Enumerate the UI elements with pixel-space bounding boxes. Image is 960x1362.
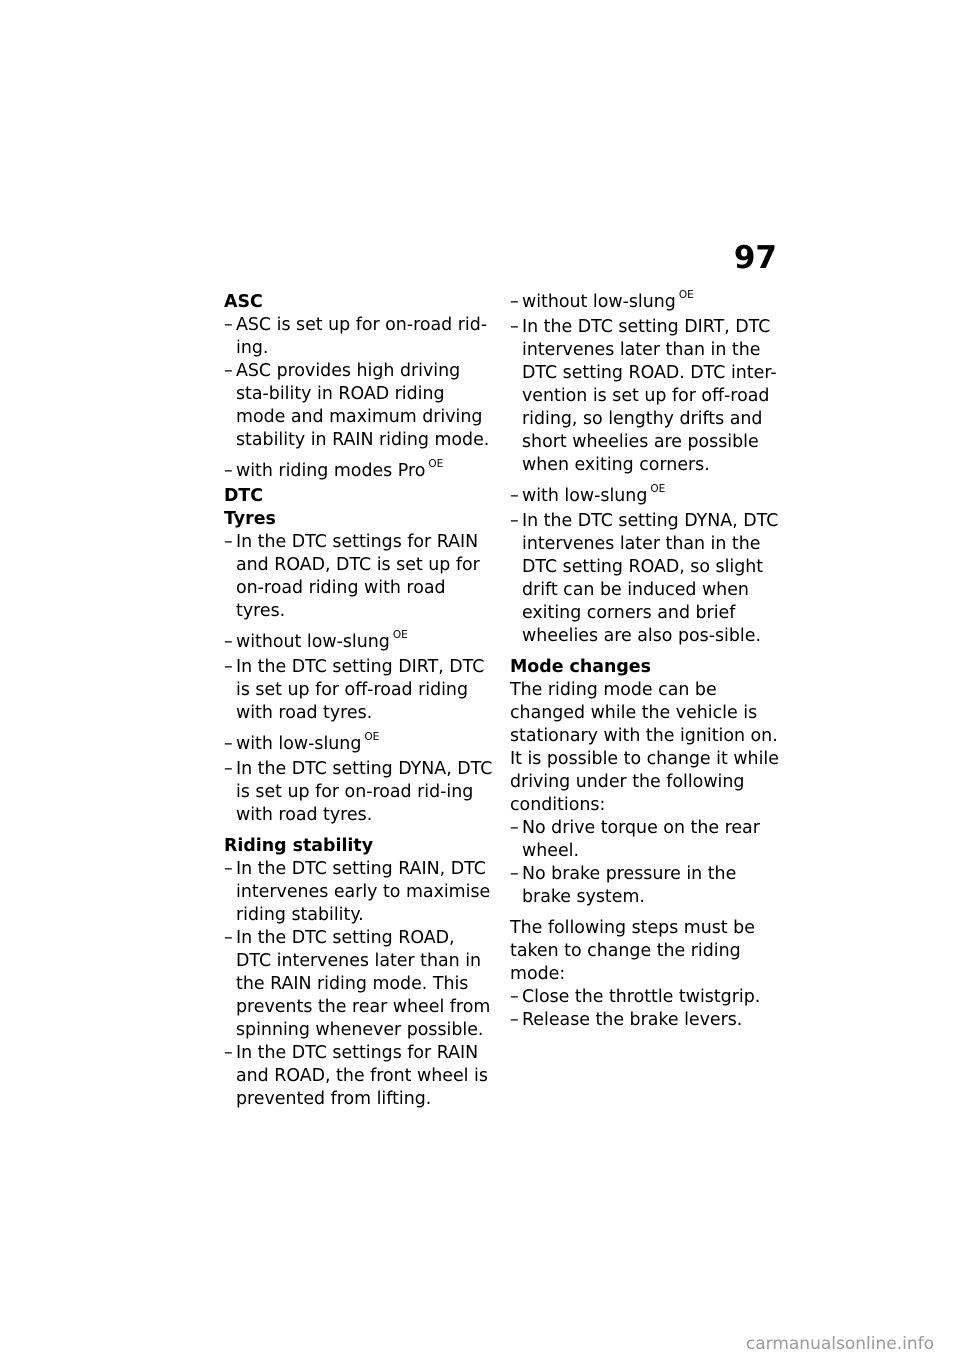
stability-item-1: – In the DTC setting RAIN, DTC intervenes early to maximise riding stability.: [224, 858, 494, 927]
page-number: 97: [733, 240, 777, 276]
steps-item-1: – Close the throttle twistgrip.: [510, 986, 785, 1009]
dyna-item: – In the DTC setting DYNA, DTC is set up for on-road rid-ing with road tyres.: [224, 758, 494, 827]
stability-item-3: – In the DTC settings for RAIN and ROAD, the front wheel is prevented from lifting.: [224, 1042, 494, 1111]
condition-text: with low-slung: [236, 734, 362, 754]
condition-text: with low-slung: [522, 486, 648, 506]
condition-text: without low-slung: [522, 292, 676, 312]
dirt-item: – In the DTC setting DIRT, DTC is set up for off-road riding with road tyres.: [224, 656, 494, 725]
oe-superscript: OE: [428, 458, 444, 470]
dirt-item: – In the DTC setting DIRT, DTC intervenes later than in the DTC setting ROAD. DTC inter-vention is set up for off-road riding, so lengthy drifts and short wheelies are possible when exiting corners.: [510, 316, 785, 477]
condition-without-low-slung: [510, 291, 785, 316]
condition-with-low-slung: [224, 733, 494, 758]
stability-item-2: – In the DTC setting ROAD, DTC intervenes later than in the RAIN riding mode. This prevents the rear wheel from spinning whenever possible.: [224, 927, 494, 1042]
asc-item-1: – ASC is set up for on-road rid-ing.: [224, 314, 494, 360]
watermark: carmanualsonline.info: [745, 1334, 934, 1354]
mode-item-2: – No brake pressure in the brake system.: [510, 863, 785, 909]
mode-item-1: – No drive torque on the rear wheel.: [510, 817, 785, 863]
mode-changes-heading: Mode changes: [510, 657, 651, 677]
condition-riding-modes-pro: [224, 460, 494, 485]
condition-text: with riding modes Pro: [236, 461, 426, 481]
asc-heading: ASC: [224, 292, 263, 312]
condition-text: without low-slung: [236, 632, 390, 652]
condition-without-low-slung: [224, 631, 494, 656]
right-column: [510, 291, 785, 1032]
steps-paragraph: The following steps must be taken to change the riding mode:: [510, 918, 755, 984]
dyna-item: – In the DTC setting DYNA, DTC intervenes later than in the DTC setting ROAD, so slight drift can be induced when exiting corners and brief wheelies are also pos-sible.: [510, 510, 785, 648]
steps-item-2: – Release the brake levers.: [510, 1009, 785, 1032]
oe-superscript: OE: [392, 629, 408, 641]
dtc-heading: DTC: [224, 486, 264, 506]
oe-superscript: OE: [364, 731, 380, 743]
oe-superscript: OE: [650, 483, 666, 495]
condition-with-low-slung: [510, 485, 785, 510]
oe-superscript: OE: [678, 289, 694, 301]
riding-stability-heading: Riding stability: [224, 836, 374, 856]
left-column: [224, 291, 494, 1111]
mode-changes-paragraph: The riding mode can be changed while the vehicle is stationary with the ignition on. It is possible to change it while driving under the following conditions:: [510, 680, 779, 815]
asc-item-2: – ASC provides high driving sta-bility in ROAD riding mode and maximum driving stability in RAIN riding mode.: [224, 360, 494, 452]
tyres-heading: Tyres: [224, 509, 276, 529]
tyres-item: – In the DTC settings for RAIN and ROAD, DTC is set up for on-road riding with road tyres.: [224, 531, 494, 623]
